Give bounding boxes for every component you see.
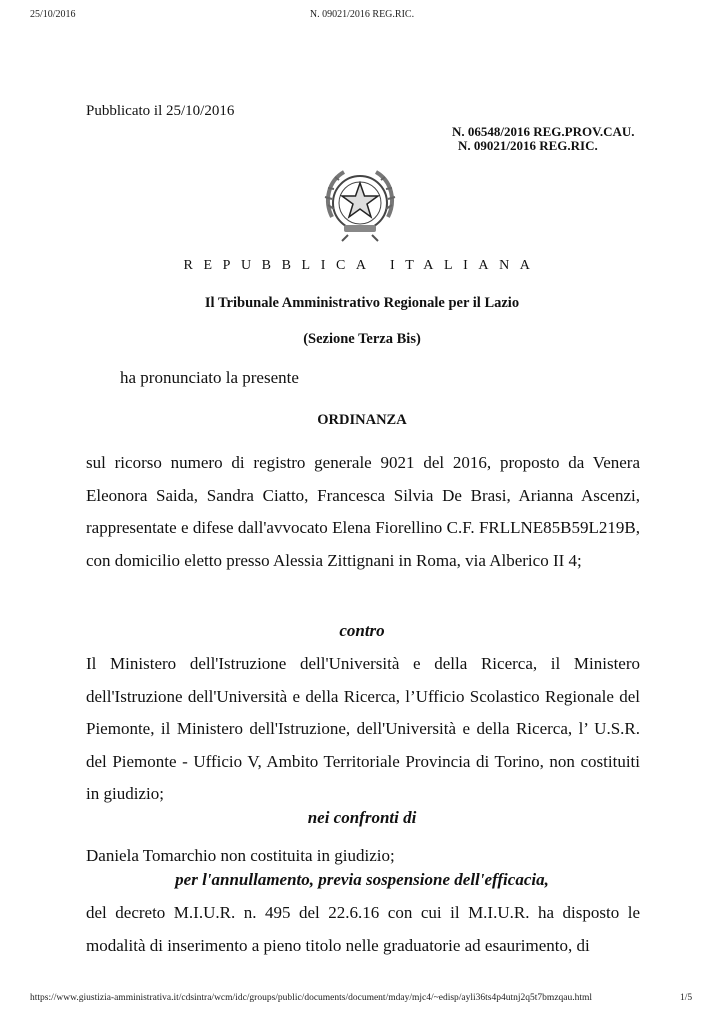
- pronounced-line: ha pronunciato la presente: [120, 368, 299, 387]
- tribunal-section: (Sezione Terza Bis): [303, 331, 421, 347]
- publication-date: Pubblicato il 25/10/2016: [86, 103, 235, 119]
- controinteressati-paragraph: Daniela Tomarchio non costituita in giudizio;: [86, 846, 395, 865]
- contro-heading: contro: [339, 621, 385, 640]
- oggetto-paragraph: del decreto M.I.U.R. n. 495 del 22.6.16 con cui il M.I.U.R. ha disposto le modalità di inserimento a pieno titolo nelle graduatorie ad esaurimento, di: [86, 903, 640, 955]
- italian-republic-emblem-icon: [318, 163, 402, 247]
- reg-ric: N. 09021/2016 REG.RIC.: [458, 138, 598, 153]
- confronti-heading: nei confronti di: [307, 808, 417, 827]
- tribunal-name: Il Tribunale Amministrativo Regionale per il Lazio: [204, 295, 520, 311]
- ricorso-paragraph: sul ricorso numero di registro generale 9021 del 2016, proposto da Venera Eleonora Saida, Sandra Ciatto, Francesca Silvia De Brasi, Arianna Ascenzi, rappresentate e difese dall'avvocato Elena Fiorellino C.F. FRLLNE85B59L219B, con domicilio eletto presso Alessia Zittignani in Roma, via Alberico II 4;: [86, 453, 640, 570]
- republic-heading: REPUBBLICA ITALIANA: [183, 258, 541, 273]
- resistenti-paragraph: Il Ministero dell'Istruzione dell'Università e della Ricerca, il Ministero dell'Istruzione dell'Università e della Ricerca, l’Ufficio Scolastico Regionale del Piemonte, il Ministero dell'Istruzione, dell'Università e della Ricerca, l’ U.S.R. del Piemonte - Ufficio V, Ambito Territoriale Provincia di Torino, non costituiti in giudizio;: [86, 654, 640, 803]
- page-number: 1/5: [680, 993, 693, 1003]
- source-url: https://www.giustizia-amministrativa.it/cdsintra/wcm/idc/groups/public/documents/document/mday/mjc4/~edisp/ayli36ts4p4utnj2q5t7bmzqau.html: [30, 993, 593, 1003]
- reg-prov-cau: N. 06548/2016 REG.PROV.CAU.: [452, 124, 635, 139]
- print-date: 25/10/2016: [30, 9, 76, 20]
- print-title: N. 09021/2016 REG.RIC.: [309, 9, 415, 20]
- annullamento-heading: per l'annullamento, previa sospensione dell'efficacia,: [175, 870, 549, 889]
- document-type: ORDINANZA: [317, 412, 407, 428]
